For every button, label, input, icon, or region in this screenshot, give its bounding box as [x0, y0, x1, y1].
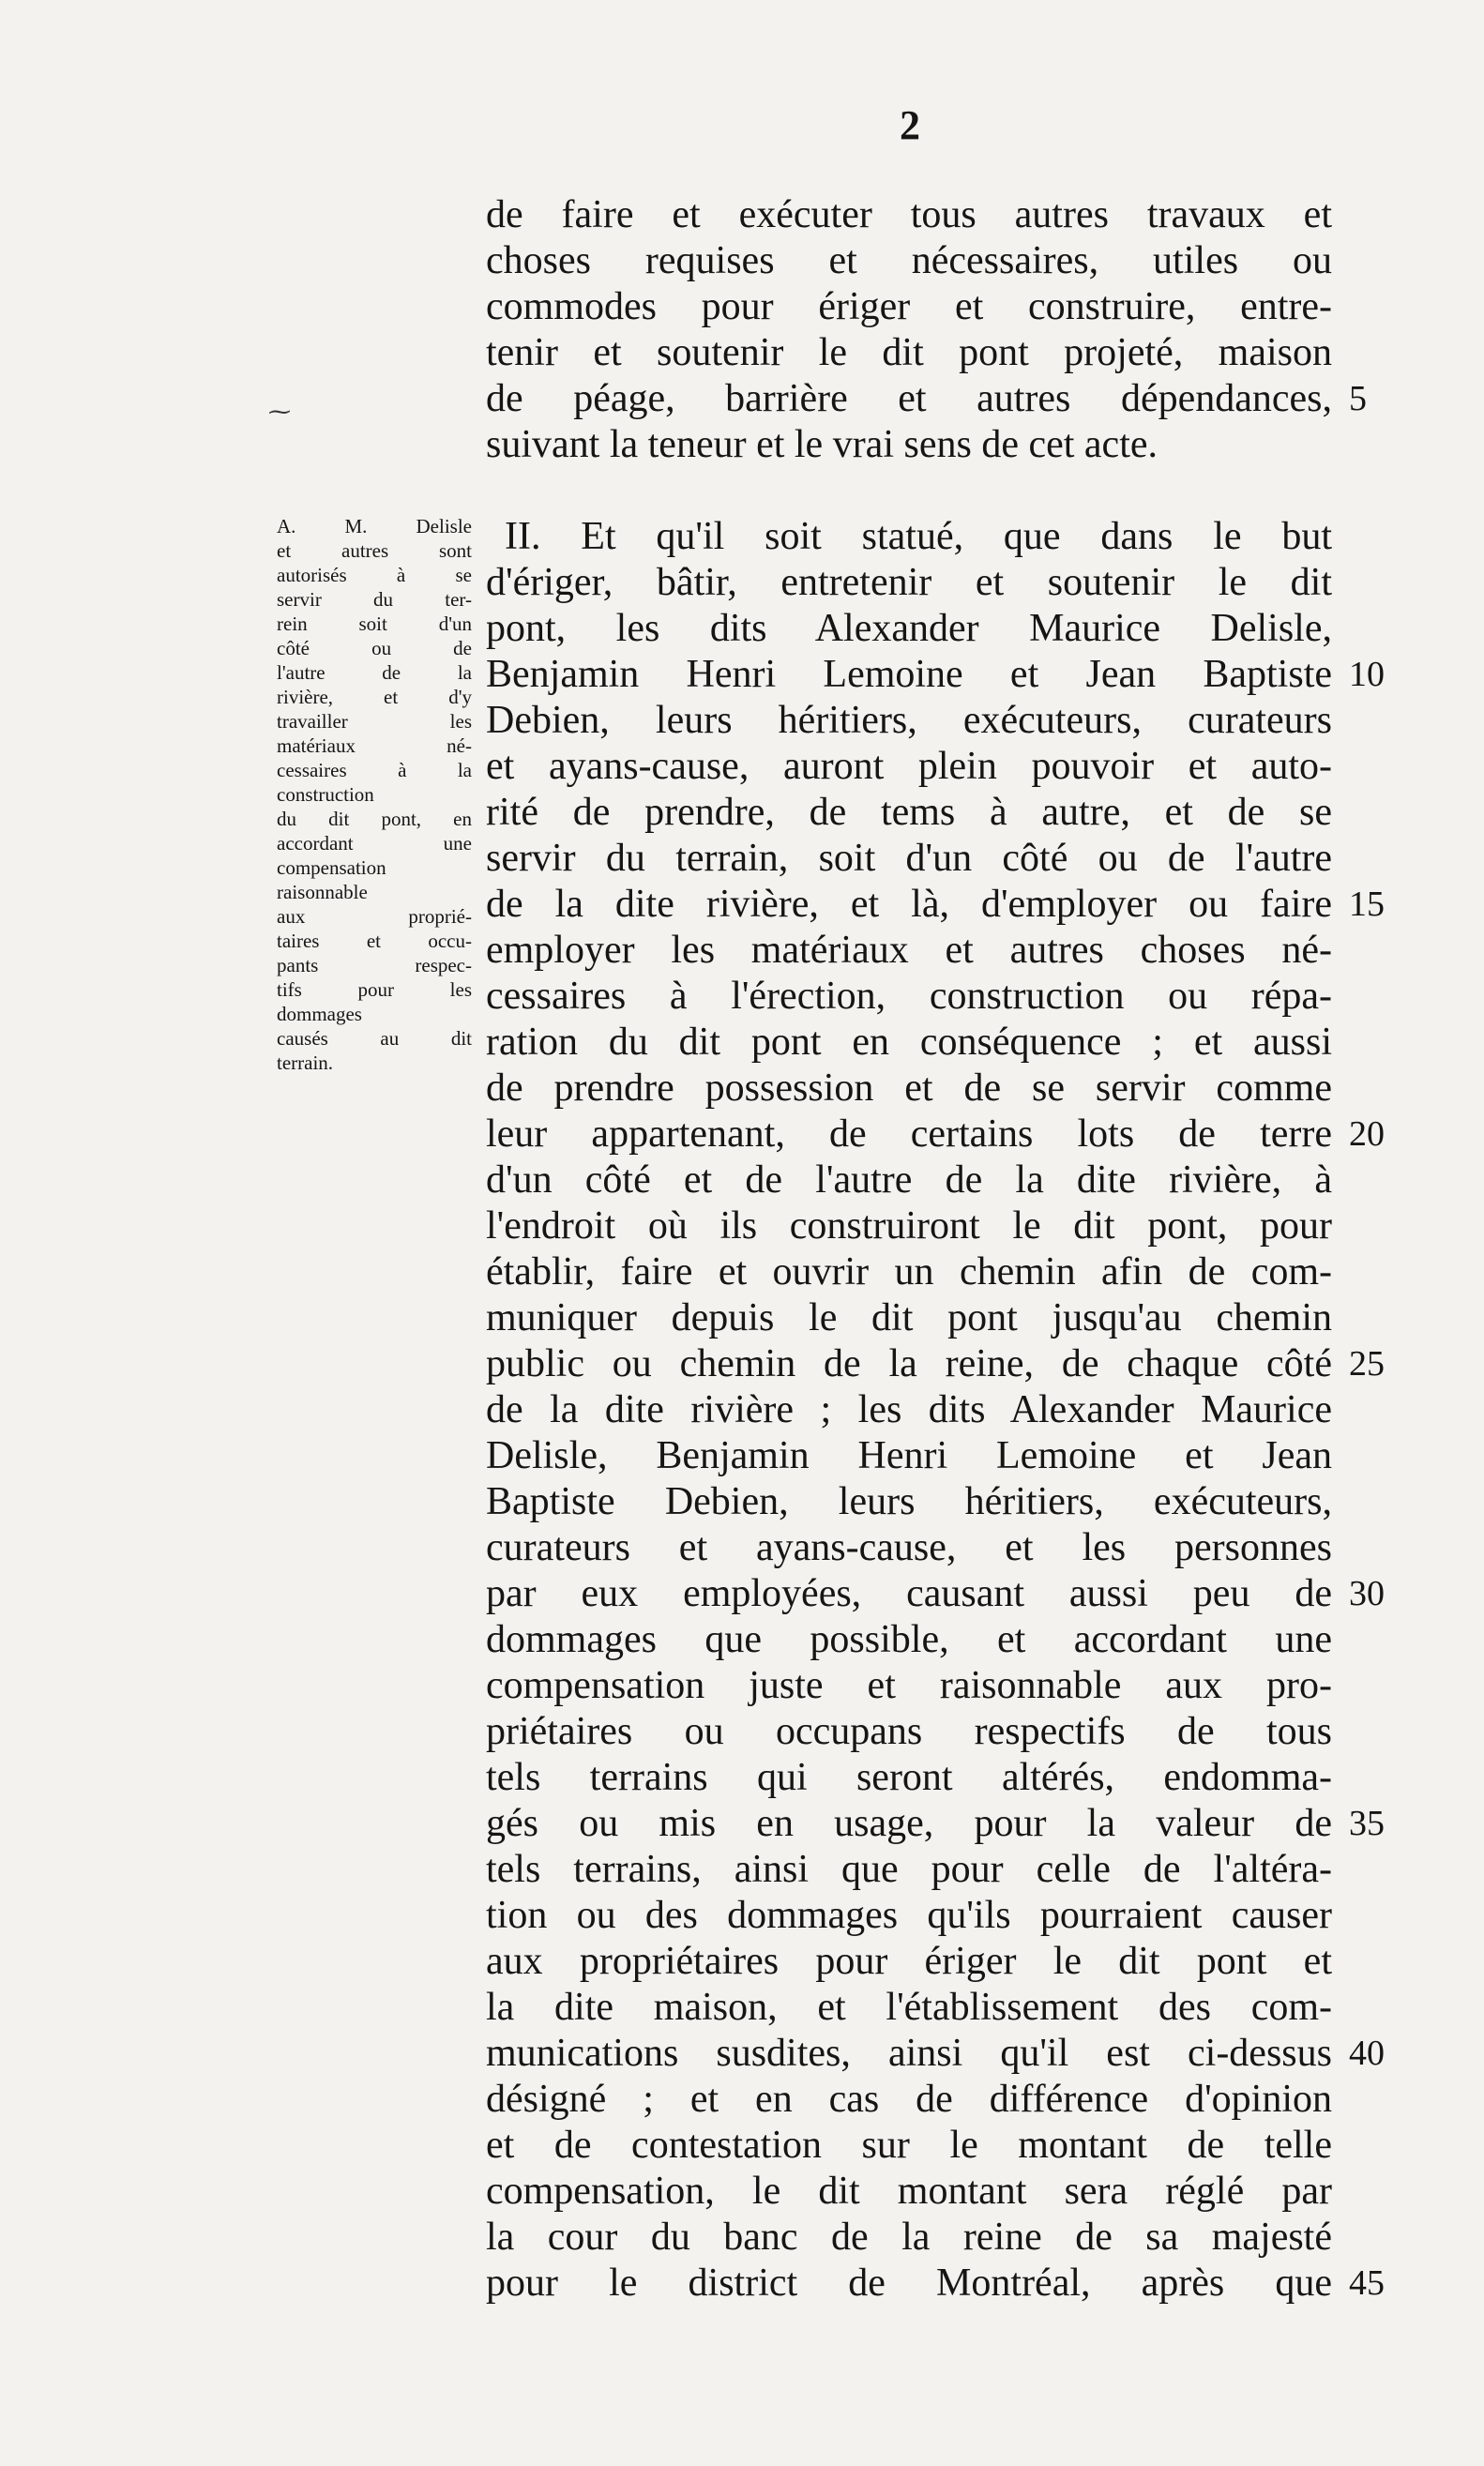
line-text: aux propriétaires pour ériger le dit pont et — [486, 1940, 1332, 1983]
text-line — [486, 1249, 1332, 1295]
line-number: 5 — [1349, 379, 1367, 418]
line-text: II. Et qu'il soit statué, que dans le but — [505, 515, 1332, 558]
line-number: 35 — [1349, 1804, 1385, 1843]
line-number: 40 — [1349, 2034, 1385, 2073]
text-line — [486, 1525, 1332, 1571]
text-line — [486, 1571, 1385, 1617]
text-line — [486, 974, 1332, 1020]
text-line — [486, 192, 1332, 238]
line-text: de faire et exécuter tous autres travaux et — [486, 193, 1332, 236]
text-line — [486, 2169, 1332, 2215]
line-text: d'ériger, bâtir, entretenir et soutenir le dit — [486, 561, 1332, 604]
marginal-note-text: pants respec- — [277, 954, 472, 976]
text-line — [486, 422, 1332, 468]
text-line — [486, 1341, 1385, 1387]
text-line — [486, 1203, 1332, 1249]
text-line — [486, 1801, 1385, 1847]
line-number: 10 — [1349, 655, 1385, 694]
marginal-note-text: autorisés à se — [277, 564, 472, 586]
text-line — [486, 1295, 1332, 1341]
text-line — [486, 790, 1332, 836]
line-text: Delisle, Benjamin Henri Lemoine et Jean — [486, 1434, 1332, 1477]
text-line — [486, 1066, 1332, 1112]
line-text: établir, faire et ouvrir un chemin afin de com- — [486, 1250, 1332, 1294]
marginal-note-line — [277, 734, 472, 758]
line-text: compensation juste et raisonnable aux pro- — [486, 1664, 1332, 1707]
line-text: muniquer depuis le dit pont jusqu'au chemin — [486, 1296, 1332, 1339]
text-line — [486, 1617, 1332, 1663]
line-text: désigné ; et en cas de différence d'opinion — [486, 2078, 1332, 2121]
line-text: tels terrains qui seront altérés, endomma- — [486, 1756, 1332, 1799]
marginal-note-line — [277, 977, 472, 1002]
page-number: 2 — [900, 102, 920, 148]
marginal-note-text: compensation — [277, 856, 386, 879]
text-line — [486, 1985, 1332, 2031]
marginal-note-line — [277, 514, 472, 538]
text-line — [486, 1112, 1385, 1157]
line-text: rité de prendre, de tems à autre, et de se — [486, 791, 1332, 834]
marginal-note-line — [277, 636, 472, 660]
line-text: ration du dit pont en conséquence ; et aussi — [486, 1021, 1332, 1064]
marginal-note-line — [277, 563, 472, 587]
line-text: pour le district de Montréal, après que — [486, 2262, 1332, 2305]
text-line — [486, 238, 1332, 284]
text-line — [486, 928, 1332, 974]
line-text: l'endroit où ils construiront le dit pont, pour — [486, 1204, 1332, 1248]
marginal-note-text: servir du ter- — [277, 588, 472, 611]
marginal-note-text: et autres sont — [277, 539, 472, 562]
marginal-note-line — [277, 807, 472, 831]
line-text: cessaires à l'érection, construction ou répa- — [486, 975, 1332, 1018]
text-line — [486, 1387, 1332, 1433]
line-text: Benjamin Henri Lemoine et Jean Baptiste — [486, 653, 1332, 696]
marginal-note-line — [277, 709, 472, 734]
marginal-note-text: l'autre de la — [277, 661, 472, 684]
text-line — [486, 2031, 1385, 2077]
line-text: tels terrains, ainsi que pour celle de l'altéra- — [486, 1848, 1332, 1891]
marginal-note-line — [277, 1051, 472, 1075]
text-line — [486, 882, 1385, 928]
text-line — [486, 330, 1332, 376]
marginal-note-text: construction — [277, 783, 374, 806]
line-text: et ayans-cause, auront plein pouvoir et auto- — [486, 745, 1332, 788]
marginal-note-line — [277, 953, 472, 977]
text-line — [486, 1663, 1332, 1709]
marginal-note-line — [277, 758, 472, 782]
line-text: employer les matériaux et autres choses né- — [486, 929, 1332, 972]
line-number: 20 — [1349, 1114, 1385, 1154]
marginal-note-text: rivière, et d'y — [277, 686, 472, 708]
stray-ink-mark: ⁓ — [268, 401, 291, 425]
marginal-note-text: causés au dit — [277, 1027, 472, 1050]
line-text: par eux employées, causant aussi peu de — [486, 1572, 1332, 1615]
line-text: priétaires ou occupans respectifs de tous — [486, 1710, 1332, 1753]
marginal-note-text: dommages — [277, 1003, 362, 1025]
line-text: Baptiste Debien, leurs héritiers, exécuteurs, — [486, 1480, 1332, 1523]
marginal-note-text: matériaux né- — [277, 734, 472, 757]
line-text: suivant la teneur et le vrai sens de cet acte. — [486, 423, 1158, 466]
line-text: la dite maison, et l'établissement des com- — [486, 1986, 1332, 2029]
marginal-note-line — [277, 685, 472, 709]
marginal-note-text: terrain. — [277, 1051, 334, 1074]
marginal-note-text: côté ou de — [277, 637, 472, 659]
text-line — [486, 606, 1332, 652]
text-line — [486, 560, 1332, 606]
marginal-note-text: raisonnable — [277, 881, 368, 903]
line-text: de la dite rivière, et là, d'employer ou faire — [486, 883, 1332, 926]
line-text: et de contestation sur le montant de telle — [486, 2124, 1332, 2167]
line-text: de la dite rivière ; les dits Alexander Maurice — [486, 1388, 1332, 1431]
marginal-note-text: taires et occu- — [277, 930, 472, 952]
text-line — [486, 284, 1332, 330]
marginal-note-line — [277, 660, 472, 685]
marginal-note-line — [277, 929, 472, 953]
line-text: d'un côté et de l'autre de la dite rivière, à — [486, 1158, 1332, 1202]
text-line — [486, 514, 1332, 560]
marginal-note-line — [277, 612, 472, 636]
marginal-note-line — [277, 1002, 472, 1026]
text-line — [486, 652, 1385, 698]
text-line — [486, 2215, 1332, 2261]
marginal-note-line — [277, 1026, 472, 1051]
text-line — [486, 1157, 1332, 1203]
marginal-note — [277, 514, 472, 1075]
marginal-note-text: du dit pont, en — [277, 808, 472, 830]
text-line — [486, 1893, 1332, 1939]
line-text: munications susdites, ainsi qu'il est ci-dessus — [486, 2032, 1332, 2075]
line-text: tenir et soutenir le dit pont projeté, maison — [486, 331, 1332, 374]
marginal-note-text: accordant une — [277, 832, 472, 855]
text-line — [486, 1709, 1332, 1755]
marginal-note-line — [277, 904, 472, 929]
text-line — [486, 468, 1332, 514]
text-line — [486, 744, 1332, 790]
marginal-note-line — [277, 831, 472, 855]
text-line — [486, 1020, 1332, 1066]
text-line — [486, 698, 1332, 744]
text-line — [486, 836, 1332, 882]
marginal-note-text: cessaires à la — [277, 759, 472, 781]
text-line — [486, 1939, 1332, 1985]
marginal-note-text: aux proprié- — [277, 905, 472, 928]
line-text: public ou chemin de la reine, de chaque côté — [486, 1342, 1332, 1385]
body-text — [486, 192, 1385, 2307]
line-text: de prendre possession et de se servir comme — [486, 1067, 1332, 1110]
line-text: commodes pour ériger et construire, entre- — [486, 285, 1332, 328]
text-line — [486, 2123, 1332, 2169]
line-text: choses requises et nécessaires, utiles ou — [486, 239, 1332, 282]
line-text: compensation, le dit montant sera réglé par — [486, 2170, 1332, 2213]
marginal-note-text: tifs pour les — [277, 978, 472, 1001]
line-number: 45 — [1349, 2263, 1385, 2303]
line-text: dommages que possible, et accordant une — [486, 1618, 1332, 1661]
line-text: servir du terrain, soit d'un côté ou de l'autre — [486, 837, 1332, 880]
text-line — [486, 1433, 1332, 1479]
line-number: 30 — [1349, 1574, 1385, 1613]
line-number: 25 — [1349, 1344, 1385, 1384]
marginal-note-text: rein soit d'un — [277, 613, 472, 635]
text-line — [486, 2077, 1332, 2123]
marginal-note-text: travailler les — [277, 710, 472, 733]
line-text: gés ou mis en usage, pour la valeur de — [486, 1802, 1332, 1845]
text-line — [486, 376, 1367, 422]
marginal-note-line — [277, 587, 472, 612]
text-line — [486, 2261, 1385, 2307]
text-line — [486, 1755, 1332, 1801]
marginal-note-line — [277, 538, 472, 563]
line-text: Debien, leurs héritiers, exécuteurs, curateurs — [486, 699, 1332, 742]
line-text: pont, les dits Alexander Maurice Delisle, — [486, 607, 1332, 650]
marginal-note-text: A. M. Delisle — [277, 515, 472, 537]
marginal-note-line — [277, 782, 472, 807]
line-text: tion ou des dommages qu'ils pourraient causer — [486, 1894, 1332, 1937]
line-text: leur appartenant, de certains lots de terre — [486, 1112, 1332, 1156]
marginal-note-line — [277, 855, 472, 880]
line-text: curateurs et ayans-cause, et les personnes — [486, 1526, 1332, 1569]
line-text: de péage, barrière et autres dépendances, — [486, 377, 1332, 420]
line-text: la cour du banc de la reine de sa majesté — [486, 2216, 1332, 2259]
text-line — [486, 1847, 1332, 1893]
text-line — [486, 1479, 1332, 1525]
line-number: 15 — [1349, 885, 1385, 924]
marginal-note-line — [277, 880, 472, 904]
